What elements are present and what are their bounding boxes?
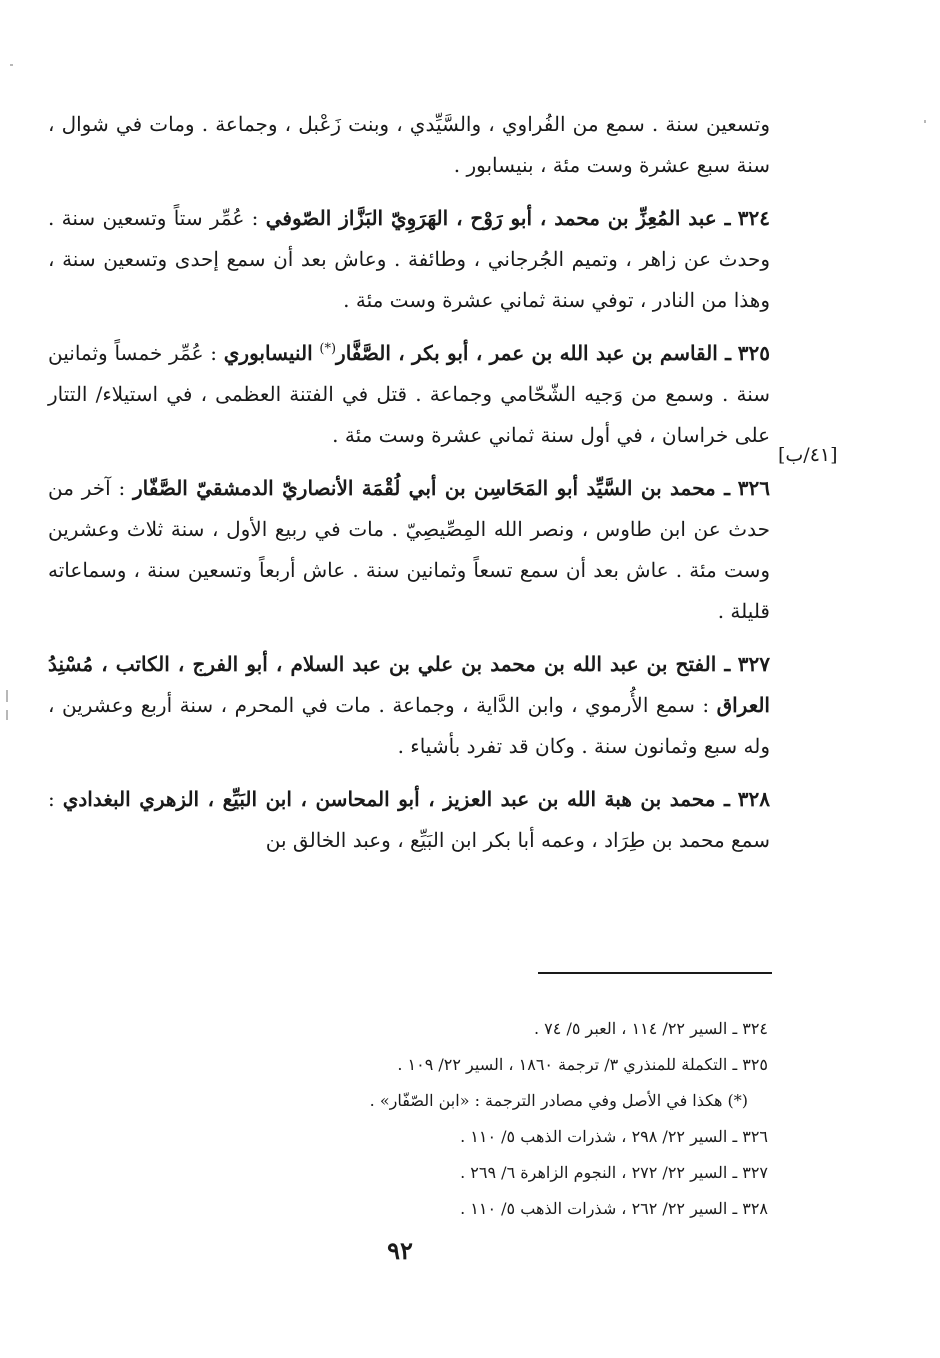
entry-heading: ـ عبد المُعِزِّ بن محمد ، أبو رَوْح ، الهَرَوِيّ البَزَّاز الصّوفي	[265, 206, 731, 230]
continued-entry	[48, 104, 770, 186]
entry-heading: ـ القاسم بن عبد الله بن عمر ، أبو بكر ، الصَّفَّار	[336, 341, 732, 365]
entry-text: : سمع محمد بن طِرَاد ، وعمه أبا بكر ابن البَيِّع ، وعبد الخالق بن	[48, 787, 770, 852]
entry-heading-nisba: النيسابوري	[223, 341, 313, 365]
entry-326	[48, 468, 770, 632]
entry-number: ٣٢٦	[737, 476, 771, 500]
entry-327	[48, 644, 770, 767]
page-number: ٩٢	[387, 1236, 413, 1265]
entry-324	[48, 198, 770, 321]
entry-text: : عُمِّر ستاً وتسعين سنة . وحدث عن زاهر ، وتميم الجُرجاني ، وطائفة . وعاش بعد أن سمع إحدى وتسعين سنة ، وهذا من النادر ، توفي سنة ثماني عشرة وست مئة .	[48, 206, 770, 312]
footnote-line: (*) هكذا في الأصل وفي مصادر الترجمة : «ابن الصّفّار» .	[369, 1091, 748, 1110]
entry-number: ٣٢٨	[737, 787, 771, 811]
entry-325	[48, 333, 770, 456]
scan-speck	[924, 120, 926, 123]
manuscript-folio-ref: [٤١/ب]	[778, 444, 838, 466]
scan-speck	[6, 710, 8, 720]
entry-number: ٣٢٧	[737, 652, 771, 676]
footnote-marker: (*)	[319, 341, 337, 357]
entry-text: : عُمِّر خمساً وثمانين سنة . وسمع من وَجيه الشّحّامي وجماعة . قتل في الفتنة العظمى ، في استيلاء/ التتار على خراسان ، في أول سنة ثماني عشرة وست مئة .	[48, 341, 770, 447]
entry-heading: ـ محمد بن السَّيِّد أبو المَحَاسِن بن أبي لُقْمَة الأنصاريّ الدمشقيّ الصَّفّار	[133, 476, 730, 500]
entry-text: : آخر من حدث عن ابن طاوس ، ونصر الله المِصِّيصِيّ . مات في ربيع الأول ، سنة ثلاث وعشرين وست مئة . عاش بعد أن سمع تسعاً وثمانين سنة . عاش أربعاً وتسعين سنة ، وسماعاته قليلة .	[48, 476, 770, 623]
entry-heading: ـ الفتح بن عبد الله بن محمد بن علي بن عبد السلام ، أبو الفرج ، الكاتب ، مُسْنِدُ العراق	[48, 652, 770, 717]
entry-number: ٣٢٥	[737, 341, 770, 365]
entry-text: : سمع الأُرموي ، وابن الدَّاية ، وجماعة . مات في المحرم ، سنة أربع وعشرين ، وله سبع وثمانون سنة . وكان قد تفرد بأشياء .	[48, 693, 770, 758]
footnote-line: ٣٢٦ ـ السير ٢٢/ ٢٩٨ ، شذرات الذهب ٥/ ١١٠ .	[460, 1127, 768, 1146]
scan-speck	[10, 64, 13, 66]
entry-number: ٣٢٤	[737, 206, 771, 230]
entry-heading: ـ محمد بن هبة الله بن عبد العزيز ، أبو المحاسن ، ابن البَيِّع ، الزهري البغدادي	[62, 787, 730, 811]
footnote-divider	[538, 972, 772, 974]
footnote-line: ٣٢٤ ـ السير ٢٢/ ١١٤ ، العبر ٥/ ٧٤ .	[534, 1019, 768, 1038]
entry-328	[48, 779, 770, 861]
footnote-line: ٣٢٥ ـ التكملة للمنذري ٣/ ترجمة ١٨٦٠ ، السير ٢٢/ ١٠٩ .	[397, 1055, 768, 1074]
main-text	[48, 104, 770, 873]
footnote-line: ٣٢٧ ـ السير ٢٢/ ٢٧٢ ، النجوم الزاهرة ٦/ ٢٦٩ .	[460, 1163, 768, 1182]
continued-text: وتسعين سنة . سمع من الفُراوي ، والسَّيِّدي ، وبنت زَعْبل ، وجماعة . ومات في شوال ، سنة سبع عشرة وست مئة ، بنيسابور .	[48, 112, 770, 177]
scan-speck	[6, 690, 8, 702]
footnote-line: ٣٢٨ ـ السير ٢٢/ ٢٦٢ ، شذرات الذهب ٥/ ١١٠ .	[460, 1199, 768, 1218]
footnotes	[208, 1011, 768, 1227]
